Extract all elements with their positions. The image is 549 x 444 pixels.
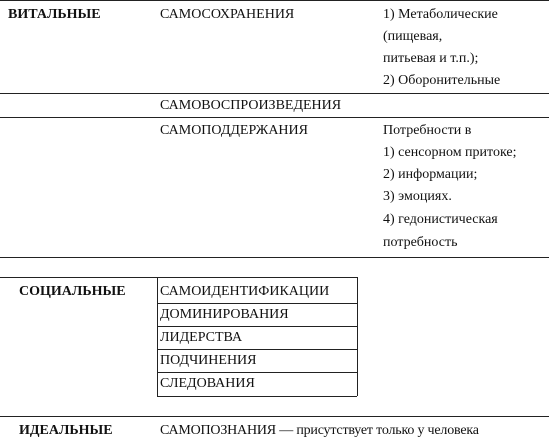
ideal-item: САМОПОЗНАНИЯ — присутствует только у человека <box>160 423 479 438</box>
need-self-preservation: САМОСОХРАНЕНИЯ <box>160 7 295 22</box>
note-line: (пищевая, <box>383 29 443 44</box>
note-line: 4) гедонистическая <box>383 212 498 227</box>
ideal-heading: ИДЕАЛЬНЫЕ <box>19 423 113 438</box>
note-line: питьевая и т.п.); <box>383 51 479 66</box>
social-heading: СОЦИАЛЬНЫЕ <box>19 284 126 299</box>
social-item: САМОИДЕНТИФИКАЦИИ <box>160 284 330 299</box>
row-divider <box>0 93 549 94</box>
social-item: СЛЕДОВАНИЯ <box>160 376 255 391</box>
column-divider <box>157 277 158 396</box>
note-line: 2) Оборонительные <box>383 73 501 88</box>
section-top-border <box>0 277 357 278</box>
row-divider <box>157 349 357 350</box>
social-item: ПОДЧИНЕНИЯ <box>160 353 257 368</box>
need-self-reproduction: САМОВОСПРОИЗВЕДЕНИЯ <box>160 98 342 113</box>
social-item: ЛИДЕРСТВА <box>160 330 243 345</box>
note-line: 2) информации; <box>383 167 478 182</box>
table-top-border <box>0 0 549 1</box>
need-self-maintenance: САМОПОДДЕРЖАНИЯ <box>160 123 308 138</box>
section-bottom-border <box>0 257 549 258</box>
section-top-border <box>0 416 549 417</box>
vital-heading: ВИТАЛЬНЫЕ <box>8 7 101 22</box>
social-item: ДОМИНИРОВАНИЯ <box>160 307 289 322</box>
row-divider <box>157 303 357 304</box>
column-divider <box>357 277 358 396</box>
note-line: потребность <box>383 235 458 250</box>
note-line: 1) сенсорном притоке; <box>383 145 517 160</box>
note-line: 3) эмоциях. <box>383 189 452 204</box>
section-bottom-border <box>157 396 357 397</box>
row-divider <box>0 117 549 118</box>
note-line: Потребности в <box>383 123 472 138</box>
row-divider <box>157 372 357 373</box>
row-divider <box>157 326 357 327</box>
note-line: 1) Метаболические <box>383 7 498 22</box>
